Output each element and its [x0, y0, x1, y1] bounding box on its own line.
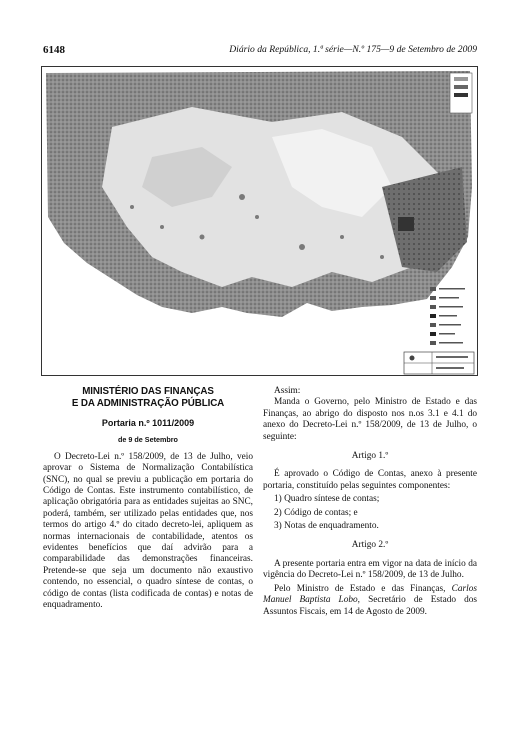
signature-suffix: Secretário de Estado dos Assuntos Fiscais, em 14 de Agosto de 2009.: [263, 595, 477, 617]
signature-prefix: Pelo Ministro de Estado e das Finanças,: [274, 583, 452, 594]
article-1-title: Artigo 1.º: [351, 451, 389, 462]
assim-line: Assim:: [274, 386, 301, 396]
preamble-paragraph: O Decreto-Lei n.º 158/2009, de 13 de Julho, veio aprovar o Sistema de Normalização Contabilística (SNC), no qual se previu a publicação em portaria do Código de Contas. Este instrumento contabilístico, de aplicação obrigatória para as entidades sujeitas ao SNC, poderá, também, ser utilizado pelas entidades que, nos termos do artigo 4.º do citado decreto-lei, apliquem as normas internacionais de contabilidade, atentos os evidentes benefícios que daí advirão para a comparabilidade das demonstrações financeiras. Pretende-se que seja um documento não exaustivo contendo, no essencial, o quadro síntese de contas, o código de contas (lista codificada de contas) e notas de enquadramento.: [43, 451, 253, 611]
page-number: 6148: [43, 44, 65, 56]
map-legend: [430, 287, 465, 345]
portaria-date: de 9 de Setembro: [118, 435, 178, 445]
signature-name: Carlos Manuel Baptista Lobo,: [263, 583, 477, 606]
map-image: [42, 67, 478, 376]
right-column: [263, 386, 477, 618]
list-item: 1) Quadro síntese de contas;: [274, 494, 380, 505]
ministry-heading-line2: E DA ADMINISTRAÇÃO PÚBLICA: [71, 398, 225, 409]
intro-paragraph: Manda o Governo, pelo Ministro de Estado e das Finanças, ao abrigo do disposto nos n.os 3.1 e 4.1 do anexo do Decreto-Lei n.º 158/2009, de 13 de Julho, o seguinte:: [263, 397, 477, 442]
article-1-text: É aprovado o Código de Contas, anexo à presente portaria, constituído pelas seguintes componentes:: [263, 469, 477, 491]
left-column: [43, 386, 253, 612]
ministry-heading-line1: MINISTÉRIO DAS FINANÇAS: [82, 386, 214, 397]
map-figure: [41, 66, 478, 376]
map-hatched-block: [398, 217, 414, 231]
list-item: 3) Notas de enquadramento.: [274, 521, 379, 532]
portaria-title: Portaria n.º 1011/2009: [101, 418, 195, 428]
article-2-text: A presente portaria entra em vigor na data de início da vigência do Decreto-Lei n.º 158/2009, de 13 de Julho.: [263, 558, 477, 581]
list-item: 2) Código de contas; e: [274, 507, 358, 518]
article-2-title: Artigo 2.º: [351, 540, 389, 551]
running-header: Diário da República, 1.ª série—N.º 175—9 de Setembro de 2009: [229, 44, 477, 55]
signature-paragraph: [263, 584, 477, 618]
